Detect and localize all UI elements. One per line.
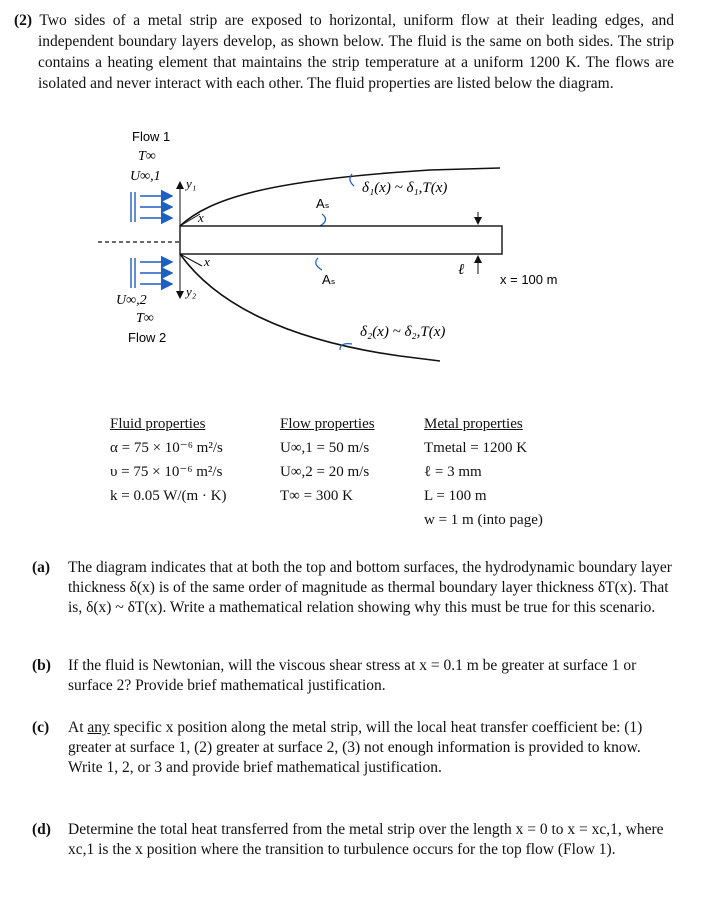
metal-strip	[180, 226, 502, 254]
y1-label: y₁	[186, 176, 197, 191]
problem-intro: Two sides of a metal strip are exposed to horizontal, uniform flow at their leading edges, and independent boundary layers develop, as shown below. The fluid is the same on both sides. The strip contains a heating element that maintains the strip temperature at a uniform 1200 K. The flows are isolated and never interact with each other. The fluid properties are listed below the diagram.	[38, 12, 674, 92]
boundary-layer-diagram	[0, 118, 712, 408]
metal-properties	[424, 412, 543, 532]
fluid-alpha: α = 75 × 10⁻⁶ m²/s	[110, 440, 223, 456]
x-bottom-label: x	[204, 254, 210, 269]
flow2-ticks	[131, 258, 135, 288]
part-d-text: Determine the total heat transferred from the metal strip over the length x = 0 to x = xc,1, where xc,1 is the x position where the transition to turbulence occurs for the top flow (Flow 1).	[68, 821, 664, 858]
as-bottom-label: Aₛ	[322, 272, 336, 287]
y2-label: y₂	[186, 284, 197, 299]
fluid-properties	[110, 412, 227, 508]
flow2-label: Flow 2	[128, 330, 167, 345]
flow1-label: Flow 1	[132, 129, 171, 144]
flow-u1: U∞,1 = 50 m/s	[280, 440, 370, 456]
flow1-ticks	[131, 192, 135, 222]
problem-number: (2)	[14, 12, 33, 29]
flow1-velocity: U∞,1	[130, 169, 161, 184]
delta2-label: δ₂(x) ~ δ₂,T(x)	[360, 324, 446, 340]
part-a	[32, 558, 672, 618]
part-b-label: (b)	[32, 657, 51, 674]
boundary-layer-bottom	[180, 254, 440, 361]
metal-tmetal: Tmetal = 1200 K	[424, 440, 528, 456]
delta1-label: δ₁(x) ~ δ₁,T(x)	[362, 180, 448, 196]
part-d	[32, 820, 672, 860]
part-c-text-post: specific x position along the metal strip, will the local heat transfer coefficient be: (1) greater at surface 1, (2) greater at surface 2, (3) not enough information is provided to know. Write 1, 2, or 3 and provide brief mathematical justification.	[68, 719, 643, 776]
flow2-arrows	[140, 262, 172, 284]
metal-ell: ℓ = 3 mm	[424, 464, 482, 480]
part-b	[32, 656, 672, 696]
part-a-text: The diagram indicates that at both the top and bottom surfaces, the hydrodynamic boundary layer thickness δ(x) is of the same order of magnitude as thermal boundary layer thickness δT(x). That is, δ(x) ~ δT(x). Write a mathematical relation showing why this must be true for this scenario.	[68, 559, 672, 616]
part-c-text	[68, 718, 672, 778]
flow2-temperature: T∞	[136, 311, 154, 326]
flow-properties	[280, 412, 375, 508]
fluid-properties-header: Fluid properties	[110, 416, 206, 432]
part-a-label: (a)	[32, 559, 51, 576]
part-c-text-pre: At	[68, 719, 84, 736]
problem-statement	[14, 10, 674, 94]
flow1-arrows	[140, 196, 172, 218]
fluid-k: k = 0.05 W/(m · K)	[110, 488, 227, 504]
part-d-label: (d)	[32, 821, 51, 838]
flow-properties-header: Flow properties	[280, 416, 375, 432]
part-c-text-underlined: any	[87, 719, 110, 736]
x-axis-bottom	[180, 254, 202, 266]
part-c	[32, 718, 672, 778]
flow-tinf: T∞ = 300 K	[280, 488, 353, 504]
boundary-layer-top	[180, 168, 500, 226]
flow2-velocity: U∞,2	[116, 293, 147, 308]
metal-w: w = 1 m (into page)	[424, 512, 543, 528]
part-b-text: If the fluid is Newtonian, will the viscous shear stress at x = 0.1 m be greater at surface 1 or surface 2? Provide brief mathematical justification.	[68, 657, 637, 694]
fluid-nu: υ = 75 × 10⁻⁶ m²/s	[110, 464, 223, 480]
ell-label: ℓ	[458, 262, 465, 278]
as-top-label: Aₛ	[316, 196, 330, 211]
flow-u2: U∞,2 = 20 m/s	[280, 464, 370, 480]
part-c-label: (c)	[32, 719, 50, 736]
metal-L: L = 100 m	[424, 488, 487, 504]
flow1-temperature: T∞	[138, 149, 156, 164]
x-top-label: x	[198, 210, 204, 225]
length-label: x = 100 m	[500, 272, 558, 287]
metal-properties-header: Metal properties	[424, 416, 523, 432]
